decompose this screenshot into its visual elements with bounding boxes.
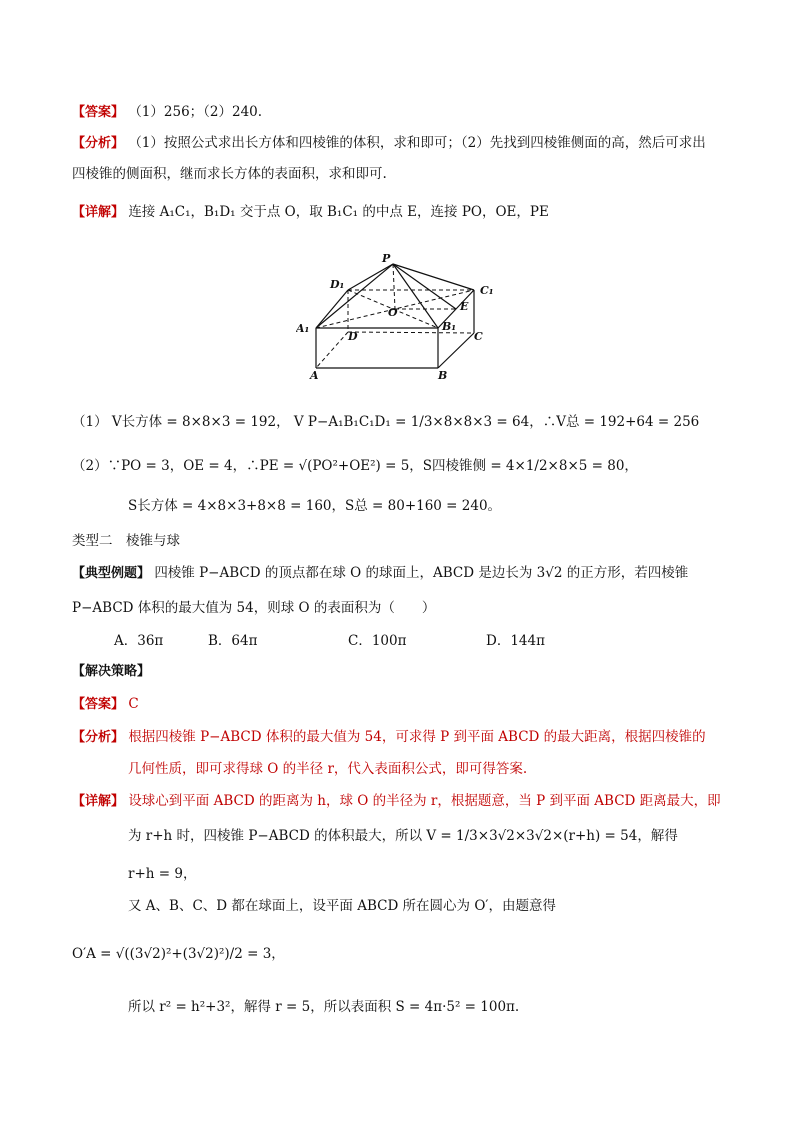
analysis-text-1: （1）按照公式求出长方体和四棱锥的体积，求和即可；（2）先找到四棱锥侧面的高，然后可求出 (128, 135, 706, 151)
option-a: A．36π (114, 633, 164, 649)
calc-line-2 (72, 456, 638, 476)
analysis-line-1 (72, 133, 706, 154)
example-tag: 【典型例题】 (72, 566, 151, 581)
detail2-line-1 (72, 791, 721, 812)
detail2-text-2: 为 r+h 时，四棱锥 P−ABCD 的体积最大，所以 V = 1/3×3√2×3√2×(r+h) = 54，解得 (128, 828, 678, 844)
calc-1-prefix: （1） (72, 414, 108, 430)
analysis2-line-2 (128, 759, 527, 779)
answer2-tag: 【答案】 (72, 697, 125, 712)
example-text-1: 四棱锥 P−ABCD 的顶点都在球 O 的球面上，ABCD 是边长为 3√2 的正方形，若四棱锥 (154, 565, 689, 581)
analysis-tag: 【分析】 (72, 136, 125, 151)
detail2-line-2 (128, 826, 678, 846)
detail2-text-4: 又 A、B、C、D 都在球面上，设平面 ABCD 所在圆心为 O′，由题意得 (128, 898, 556, 914)
label-d1: D₁ (330, 278, 345, 291)
label-b1: B₁ (442, 320, 457, 333)
label-e: E (460, 300, 469, 313)
answer-line (72, 102, 262, 123)
analysis2-text-2: 几何性质，即可求得球 O 的半径 r，代入表面积公式，即可得答案. (128, 761, 528, 777)
detail2-text-1: 设球心到平面 ABCD 的距离为 h，球 O 的半径为 r，根据题意，当 P 到平面 ABCD 距离最大，即 (128, 793, 721, 809)
calc-1-a: V长方体 = 8×8×3 = 192， (111, 414, 290, 430)
analysis-text-2: 四棱锥的侧面积，继而求长方体的表面积，求和即可. (72, 166, 387, 182)
answer2-text: C (128, 696, 139, 712)
example-line-1 (72, 563, 688, 584)
calc-line-3 (128, 496, 501, 516)
answer2-line (72, 694, 139, 715)
option-d: D．144π (486, 633, 545, 649)
calc-2: （2）∵PO = 3，OE = 4，∴PE = √(PO²+OE²) = 5，S四棱锥侧 = 4×1/2×8×5 = 80， (72, 458, 638, 474)
label-d: D (348, 330, 358, 343)
detail2-line-5 (72, 944, 285, 964)
label-a: A (310, 369, 319, 382)
analysis2-tag: 【分析】 (72, 730, 125, 745)
label-c: C (474, 330, 483, 343)
answer-text: （1）256；（2）240. (128, 104, 263, 120)
answer-tag: 【答案】 (72, 105, 125, 120)
section-title: 类型二 棱锥与球 (72, 533, 180, 549)
calc-1-b: V P−A₁B₁C₁D₁ = 1/3×8×8×3 = 64，∴V总 = 192+64 = 256 (293, 414, 700, 430)
detail2-line-3 (128, 864, 196, 884)
label-a1: A₁ (296, 322, 310, 335)
calc-3: S长方体 = 4×8×3+8×8 = 160，S总 = 80+160 = 240。 (128, 498, 502, 514)
detail2-line-6 (128, 997, 519, 1017)
detail-text: 连接 A₁C₁，B₁D₁ 交于点 O，取 B₁C₁ 的中点 E，连接 PO，OE，PE (128, 204, 549, 220)
detail2-text-3: r+h = 9， (128, 866, 197, 882)
label-o: O (388, 306, 398, 319)
label-c1: C₁ (480, 284, 494, 297)
calc-line-1 (72, 412, 699, 432)
strategy-tag: 【解决策略】 (72, 664, 151, 679)
detail-tag: 【详解】 (72, 205, 125, 220)
example-text-2: P−ABCD 体积的最大值为 54，则球 O 的表面积为（ ） (72, 600, 436, 616)
detail2-line-4 (128, 896, 556, 916)
option-c: C．100π (348, 633, 407, 649)
example-line-2 (72, 598, 435, 618)
analysis-line-2 (72, 164, 387, 184)
detail2-text-5: O′A = √((3√2)²+(3√2)²)/2 = 3， (72, 946, 285, 962)
detail2-text-6: 所以 r² = h²+3²，解得 r = 5，所以表面积 S = 4π·5² = 100π. (128, 999, 520, 1015)
detail-line (72, 202, 549, 223)
option-b: B．64π (208, 633, 258, 649)
detail2-tag: 【详解】 (72, 794, 125, 809)
analysis2-text-1: 根据四棱锥 P−ABCD 体积的最大值为 54，可求得 P 到平面 ABCD 的最大距离，根据四棱锥的 (128, 729, 706, 745)
analysis2-line-1 (72, 727, 706, 748)
geometry-figure (296, 248, 506, 383)
label-p: P (382, 252, 391, 265)
label-b: B (438, 369, 448, 382)
